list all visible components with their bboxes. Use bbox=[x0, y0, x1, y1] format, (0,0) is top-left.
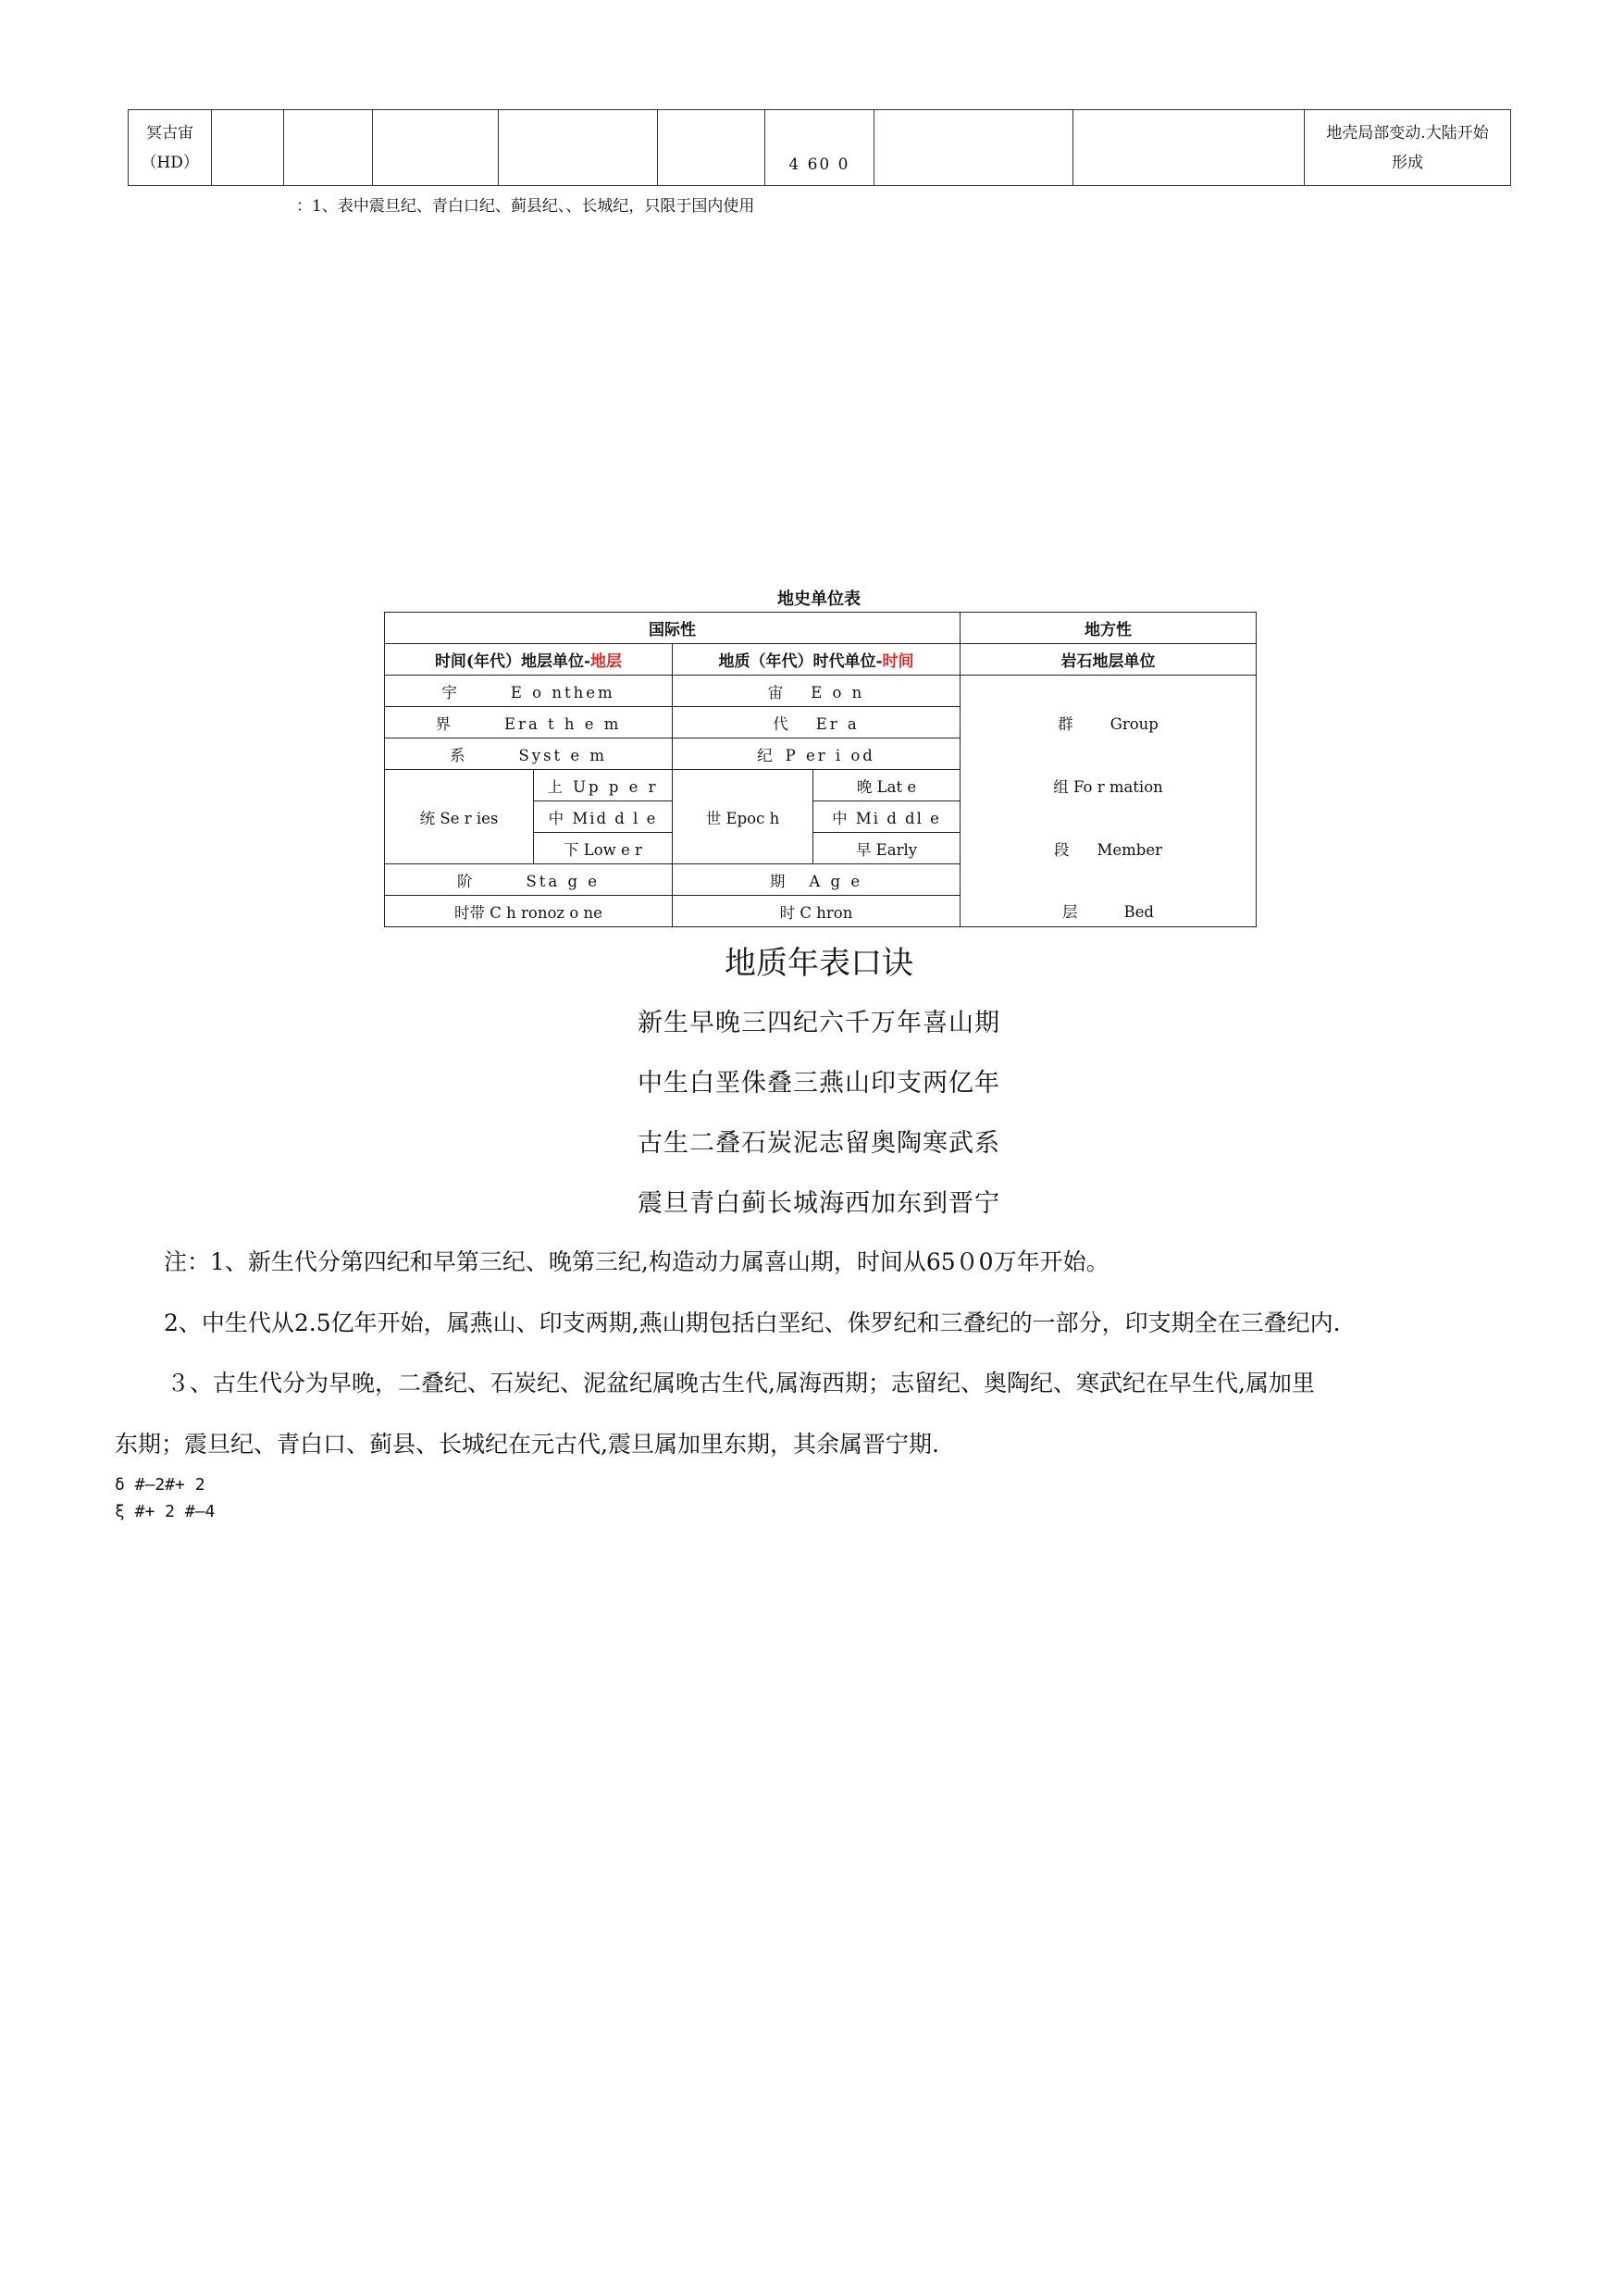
unit-period bbox=[673, 738, 961, 770]
empty-cell bbox=[658, 110, 764, 186]
unit-table-title: 地史单位表 bbox=[777, 590, 861, 609]
unit-chronozone: 时带 C h ronoz o ne bbox=[385, 896, 673, 927]
table-row bbox=[385, 864, 1257, 896]
unit-middle-epoch: 中 Mi d dl e bbox=[813, 801, 961, 833]
header-geochronologic bbox=[673, 644, 961, 676]
unit-en: E o n bbox=[811, 683, 865, 701]
header-text: 地质（年代）时代单位- bbox=[718, 652, 883, 671]
unit-zh: 阶 bbox=[456, 872, 473, 890]
table-row bbox=[385, 676, 1257, 707]
note-3-cont: 东期；震旦纪、青白口、蓟县、长城纪在元古代,震旦属加里东期，其余属晋宁期. bbox=[115, 1431, 939, 1458]
unit-zh: 宇 bbox=[441, 683, 457, 701]
mnemonic-line: 震旦青白蓟长城海西加东到晋宁 bbox=[638, 1189, 1000, 1218]
empty-cell bbox=[874, 110, 1073, 186]
header-highlight: 时间 bbox=[882, 652, 914, 671]
table-footnote: ：1、表中震旦纪、青白口纪、蓟县纪、、长城纪，只限于国内使用 bbox=[296, 197, 755, 216]
header-chronostratigraphic bbox=[385, 644, 673, 676]
mnemonic-line: 中生白垩侏叠三燕山印支两亿年 bbox=[638, 1069, 1000, 1098]
mnemonic-line: 古生二叠石炭泥志留奥陶寒武系 bbox=[638, 1129, 1000, 1158]
unit-en: P er i od bbox=[785, 746, 875, 764]
unit-en: Er a bbox=[815, 714, 860, 733]
header-local: 地方性 bbox=[961, 613, 1257, 644]
unit-zh: 期 bbox=[769, 872, 786, 890]
table-row bbox=[385, 613, 1257, 644]
unit-erathem bbox=[385, 707, 673, 738]
formula-1: δ #—2#+ 2 bbox=[115, 1475, 205, 1495]
unit-en: A g e bbox=[809, 872, 863, 890]
unit-formation: 组 Fo r mation bbox=[961, 770, 1257, 801]
unit-zh: 纪 bbox=[757, 746, 773, 764]
unit-en: Member bbox=[1097, 840, 1163, 859]
unit-stage bbox=[385, 864, 673, 896]
mnemonic-title: 地质年表口诀 bbox=[725, 945, 913, 982]
unit-era bbox=[673, 707, 961, 738]
table-row bbox=[385, 707, 1257, 738]
eon-description-cell bbox=[1305, 110, 1511, 186]
unit-zh: 宙 bbox=[767, 683, 784, 701]
unit-zh: 界 bbox=[435, 714, 452, 733]
unit-zh: 系 bbox=[449, 746, 465, 764]
header-highlight: 地层 bbox=[590, 652, 623, 671]
eon-description-cont: 形成 bbox=[1392, 153, 1424, 172]
eon-description: 地壳局部变动.大陆开始 bbox=[1326, 123, 1489, 143]
empty-cell bbox=[961, 676, 1257, 707]
eon-name-cell bbox=[129, 110, 212, 186]
unit-eon bbox=[673, 676, 961, 707]
unit-chron: 时 C hron bbox=[673, 896, 961, 927]
unit-en: Bed bbox=[1123, 903, 1154, 922]
unit-series: 统 Se r ies bbox=[385, 770, 534, 864]
unit-en: Era t h e m bbox=[504, 714, 622, 733]
eon-name: 冥古宙 bbox=[146, 123, 194, 143]
unit-upper: 上 Up p e r bbox=[534, 770, 673, 801]
empty-cell bbox=[212, 110, 283, 186]
table-row bbox=[385, 896, 1257, 927]
unit-age bbox=[673, 864, 961, 896]
formula-2: ξ #+ 2 #—4 bbox=[115, 1502, 216, 1521]
empty-cell bbox=[961, 738, 1257, 770]
note-3: ３、古生代分为早晚，二叠纪、石炭纪、泥盆纪属晚古生代,属海西期；志留纪、奥陶纪、寒武纪在早生代,属加里 bbox=[167, 1370, 1315, 1396]
unit-system bbox=[385, 738, 673, 770]
eon-age: 4 60 0 bbox=[764, 110, 874, 186]
header-text: 时间(年代）地层单位- bbox=[434, 652, 591, 671]
unit-group bbox=[961, 707, 1257, 738]
eon-table-fragment bbox=[128, 109, 1511, 186]
geologic-unit-table bbox=[384, 612, 1257, 927]
table-row bbox=[385, 770, 1257, 801]
mnemonic-line: 新生早晚三四纪六千万年喜山期 bbox=[638, 1009, 1000, 1037]
unit-zh: 群 bbox=[1058, 714, 1073, 733]
table-row bbox=[129, 110, 1511, 186]
table-row bbox=[385, 644, 1257, 676]
unit-zh: 代 bbox=[773, 714, 788, 733]
eon-code: （HD） bbox=[141, 153, 199, 172]
empty-cell bbox=[961, 801, 1257, 833]
unit-en: E o nthem bbox=[510, 683, 615, 701]
empty-cell bbox=[283, 110, 372, 186]
unit-bed bbox=[961, 896, 1257, 927]
unit-en: Syst e m bbox=[518, 746, 608, 764]
unit-zh: 层 bbox=[1062, 903, 1078, 922]
empty-cell bbox=[1073, 110, 1305, 186]
unit-late: 晚 Lat e bbox=[813, 770, 961, 801]
unit-en: Group bbox=[1110, 714, 1159, 733]
unit-early: 早 Early bbox=[813, 833, 961, 864]
unit-eonthem bbox=[385, 676, 673, 707]
note-1: 注：1、新生代分第四纪和早第三纪、晚第三纪,构造动力属喜山期，时间从65０0万年开始。 bbox=[164, 1248, 1110, 1275]
unit-lower: 下 Low e r bbox=[534, 833, 673, 864]
empty-cell bbox=[961, 864, 1257, 896]
unit-member bbox=[961, 833, 1257, 864]
empty-cell bbox=[498, 110, 658, 186]
header-lithostratigraphic: 岩石地层单位 bbox=[961, 644, 1257, 676]
unit-middle-series: 中 Mid d l e bbox=[534, 801, 673, 833]
unit-epoch: 世 Epoc h bbox=[673, 770, 813, 864]
note-2: 2、中生代从2.5亿年开始，属燕山、印支两期,燕山期包括白垩纪、侏罗纪和三叠纪的一部分，印支期全在三叠纪内. bbox=[164, 1309, 1341, 1336]
unit-zh: 段 bbox=[1053, 840, 1070, 859]
header-international: 国际性 bbox=[385, 613, 961, 644]
table-row bbox=[385, 738, 1257, 770]
empty-cell bbox=[373, 110, 499, 186]
unit-en: Sta g e bbox=[526, 872, 601, 890]
